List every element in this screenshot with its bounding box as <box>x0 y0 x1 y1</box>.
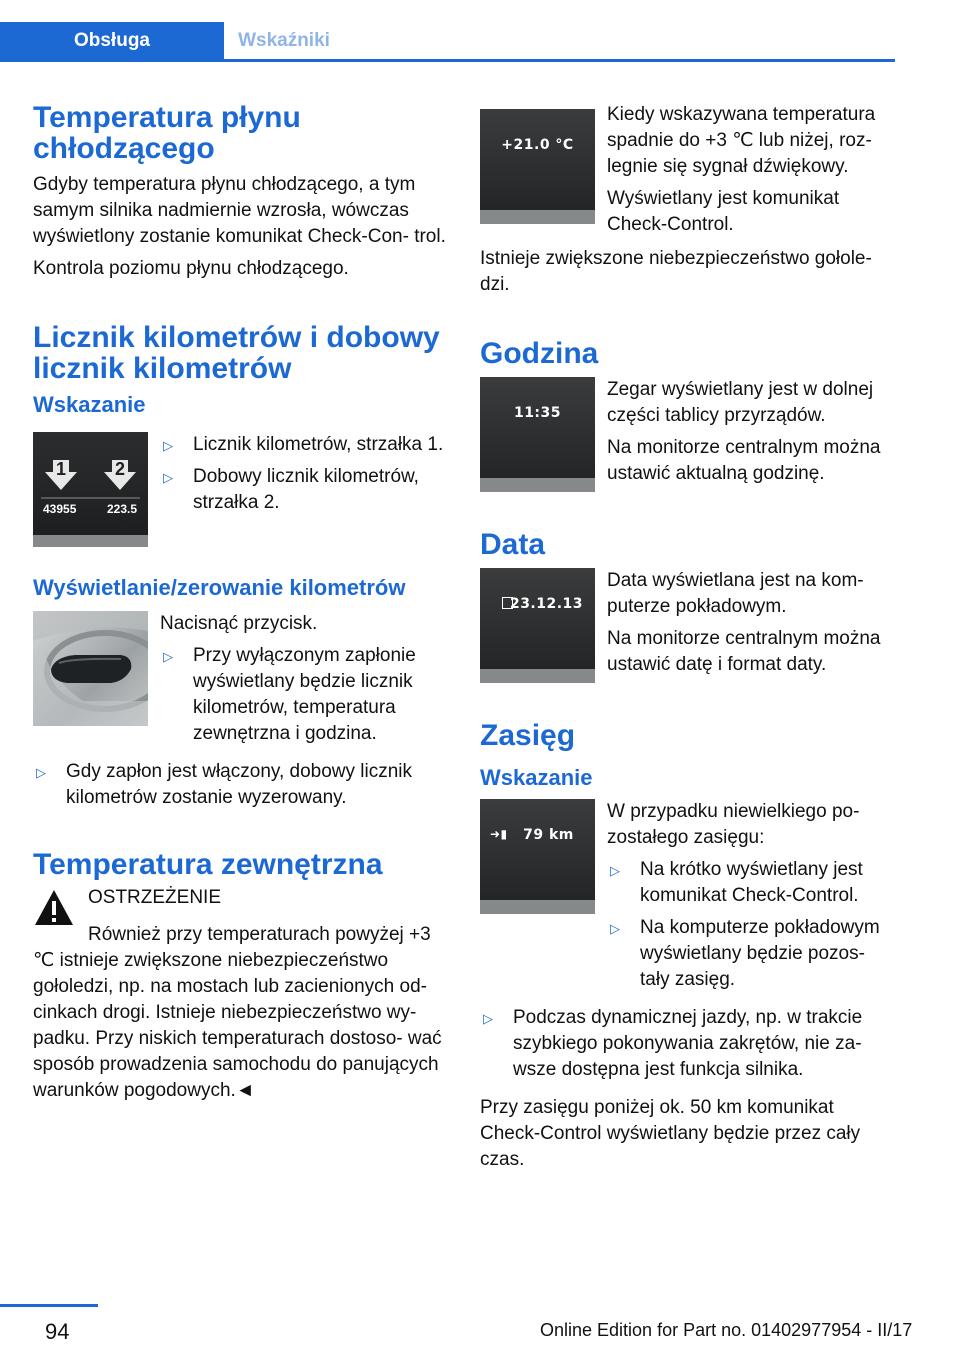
triangle-bullet-icon: ▷ <box>163 649 173 664</box>
temperature-value: +21.0 °C <box>501 137 574 153</box>
list-item: ▷ Podczas dynamicznej jazdy, np. w trakcie szybkiego pokonywania zakrętów, nie za‐ wsze dostępna jest funkcja silnika. <box>483 1007 863 1080</box>
list-item: ▷ Na komputerze pokładowym wyświetlany będzie pozos‐ tały zasięg. <box>610 917 880 990</box>
odometer-display-image <box>33 432 148 547</box>
triangle-bullet-icon: ▷ <box>36 765 46 780</box>
range-value: 79 km <box>523 827 574 843</box>
tab-obsluga[interactable]: Obsługa <box>0 22 224 59</box>
page-number: 94 <box>45 1319 70 1344</box>
date-text: Data wyświetlana jest na kom‐ puterze pokładowym. <box>607 570 864 617</box>
calendar-icon <box>502 597 513 609</box>
triangle-bullet-icon: ▷ <box>483 1011 493 1026</box>
warning-label: OSTRZEŻENIE <box>88 887 222 908</box>
range-section <box>480 720 895 1173</box>
clock-heading: Godzina <box>480 337 599 370</box>
clock-text: Zegar wyświetlany jest w dolnej części tablicy przyrządów. <box>607 379 874 426</box>
date-display-image <box>480 568 595 683</box>
date-section <box>480 529 895 684</box>
range-intro: W przypadku niewielkiego po‐ zostałego zasięgu: <box>607 801 860 848</box>
clock-value: 11:35 <box>513 405 562 421</box>
triangle-bullet-icon: ▷ <box>610 863 620 878</box>
odometer-subheading: Wskazanie <box>33 392 146 417</box>
footer-rule <box>0 1304 98 1307</box>
chapter-tabs <box>0 22 895 62</box>
outside-temp-section <box>33 849 448 1104</box>
list-item: ▷ Na krótko wyświetlany jest komunikat Check-Control. <box>610 859 863 906</box>
range-final-text: Przy zasięgu poniżej ok. 50 km komunikat Check-Control wyświetlany będzie przez cały czas. <box>480 1097 861 1170</box>
reset-button-image <box>33 611 148 726</box>
temperature-display-image <box>480 109 595 224</box>
clock-section <box>480 338 895 493</box>
temp-display-section <box>480 102 895 298</box>
range-display-image <box>480 799 595 914</box>
left-column <box>33 102 448 1110</box>
triangle-bullet-icon: ▷ <box>163 470 173 485</box>
coolant-text: Gdyby temperatura płynu chłodzącego, a tym samym silnika nadmiernie wzrosła, wówczas wyświetlony zostanie komunikat Check-Con‐ trol. <box>33 174 446 247</box>
odometer-list <box>160 432 448 522</box>
range-subheading: Wskazanie <box>480 765 593 790</box>
reset-list-wide <box>33 759 448 811</box>
warning-text: Również przy temperaturach powyżej +3 ℃ istnieje zwiększone niebezpieczeństwo gołoledzi, np. na mostach lub zacienionych od‐ cinkach drogi. Istnieje niebezpieczeństwo wy‐ padku. Przy niskich temperaturach dostoso‐ wać sposób prowadzenia samochodu do panujących warunków pogodowych.◄ <box>33 924 442 1101</box>
outside-temp-heading: Temperatura zewnętrzna <box>33 848 383 881</box>
range-heading: Zasięg <box>480 719 576 752</box>
fuel-pump-icon: ➜▮ <box>490 827 508 841</box>
date-set-text: Na monitorze centralnym można ustawić datę i format daty. <box>607 628 881 675</box>
date-heading: Data <box>480 528 546 561</box>
odometer-heading: Licznik kilometrów i dobowy licznik kilometrów <box>33 321 440 385</box>
date-value: 23.12.13 <box>509 596 584 612</box>
arrow-2-label: 2 <box>115 459 126 479</box>
range-list-wide <box>480 1005 895 1083</box>
coolant-section <box>33 102 448 282</box>
reset-heading: Wyświetlanie/zerowanie kilometrów <box>33 575 406 600</box>
list-item: ▷ Gdy zapłon jest włączony, dobowy licznik kilometrów zostanie wyzerowany. <box>36 761 413 808</box>
coolant-heading: Temperatura płynu chłodzącego <box>33 101 301 165</box>
arrow-1-label: 1 <box>56 459 67 479</box>
reset-list <box>160 643 448 747</box>
odometer-section <box>33 322 448 811</box>
coolant-check-text: Kontrola poziomu płynu chłodzącego. <box>33 258 349 279</box>
list-item: ▷ Przy wyłączonym zapłonie wyświetlany będzie licznik kilometrów, temperatura zewnętrzna i godzina. <box>163 645 416 744</box>
triangle-bullet-icon: ▷ <box>163 438 173 453</box>
reset-figure-row <box>33 611 448 753</box>
edition-note: Online Edition for Part no. 01402977954 - II/17 <box>540 1320 913 1340</box>
clock-set-text: Na monitorze centralnym można ustawić aktualną godzinę. <box>607 437 881 484</box>
odometer-figure-row <box>33 432 448 547</box>
triangle-bullet-icon: ▷ <box>610 921 620 936</box>
temp-check-text: Wyświetlany jest komunikat Check-Control. <box>607 188 840 235</box>
list-item: ▷ Licznik kilometrów, strzałka 1. <box>160 432 448 458</box>
reset-intro: Nacisnąć przycisk. <box>160 613 318 634</box>
right-column <box>480 102 895 1179</box>
odometer-value: 43955 <box>43 502 77 516</box>
temp-warning-text: Kiedy wskazywana temperatura spadnie do +3 ℃ lub niżej, roz‐ legnie się sygnał dźwiękowy. <box>607 104 876 177</box>
clock-display-image <box>480 377 595 492</box>
list-item: ▷ Dobowy licznik kilometrów, strzałka 2. <box>163 466 419 513</box>
range-list <box>607 857 895 993</box>
icing-risk-text: Istnieje zwiększone niebezpieczeństwo gołole‐ dzi. <box>480 248 872 295</box>
warning-triangle-icon <box>33 888 75 928</box>
tab-wskazniki[interactable]: Wskaźniki <box>238 30 330 51</box>
trip-value: 223.5 <box>107 502 138 516</box>
